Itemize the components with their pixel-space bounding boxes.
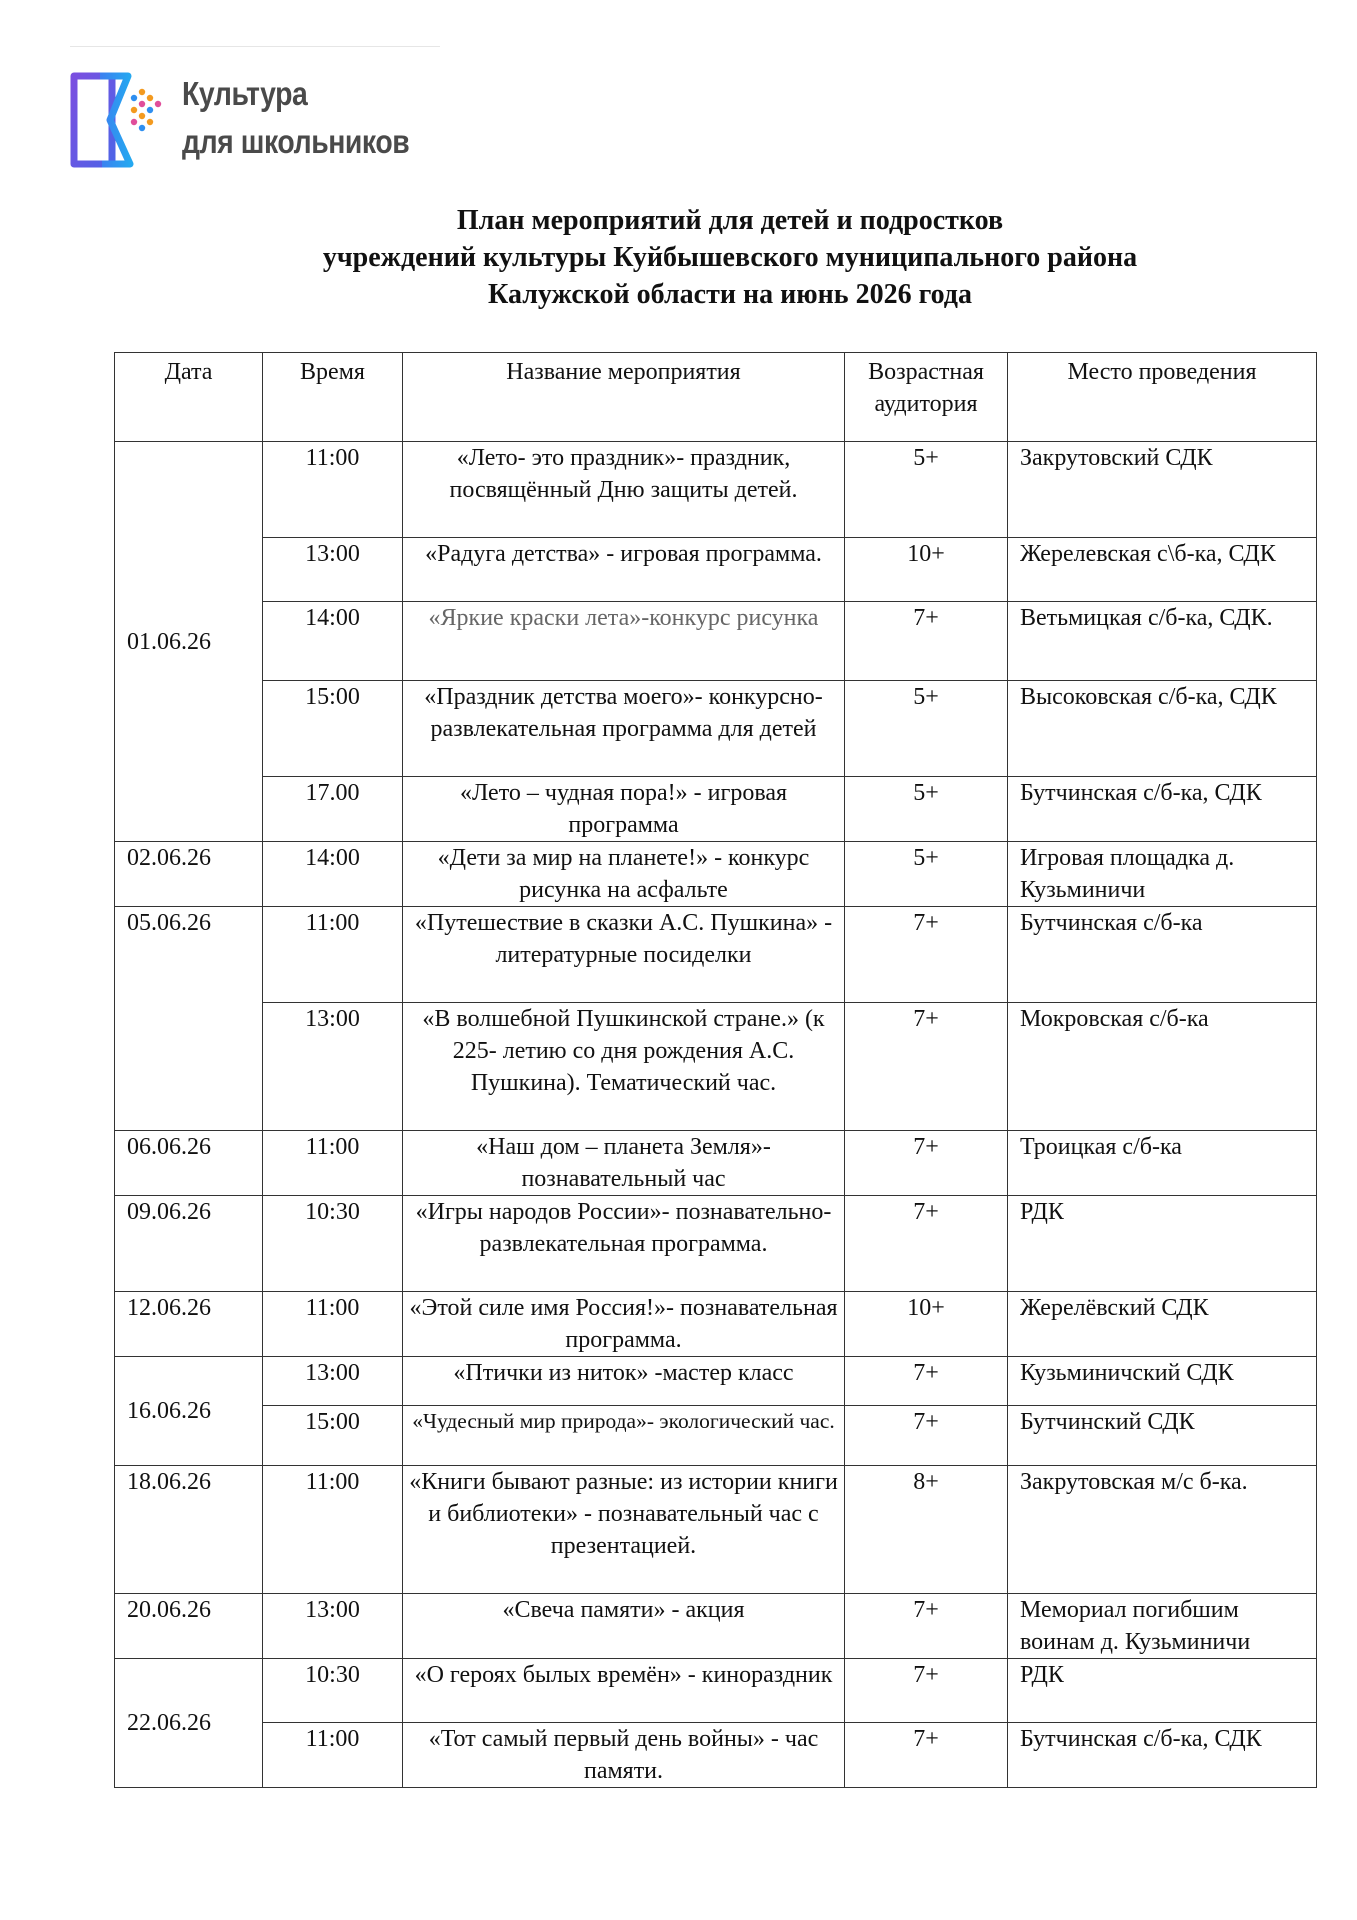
time-cell: 13:00: [263, 1357, 403, 1406]
age-cell: 7+: [845, 1594, 1008, 1659]
date-cell: 09.06.26: [115, 1196, 263, 1292]
time-cell: 11:00: [263, 907, 403, 1003]
event-name-cell: «Лето – чудная пора!» - игровая программа: [403, 777, 845, 842]
event-name-cell: «Птички из ниток» -мастер класс: [403, 1357, 845, 1406]
age-cell: 5+: [845, 681, 1008, 777]
event-name-cell: «Путешествие в сказки А.С. Пушкина» - литературные посиделки: [403, 907, 845, 1003]
event-name-cell: «Лето- это праздник»- праздник, посвящённый Дню защиты детей.: [403, 442, 845, 538]
event-name-cell: «Радуга детства» - игровая программа.: [403, 538, 845, 602]
event-name-cell: «Яркие краски лета»-конкурс рисунка: [403, 602, 845, 681]
time-cell: 13:00: [263, 1594, 403, 1659]
table-row: [115, 1357, 1317, 1406]
place-cell: Жерелёвский СДК: [1008, 1292, 1317, 1357]
table-row: [115, 442, 1317, 538]
place-cell: Высоковская с/б-ка, СДК: [1008, 681, 1317, 777]
event-name-cell: «О героях былых времён» - кинораздник: [403, 1659, 845, 1723]
age-cell: 5+: [845, 842, 1008, 907]
age-cell: 7+: [845, 1659, 1008, 1723]
date-cell: 01.06.26: [115, 442, 263, 842]
event-name-cell: «Дети за мир на планете!» - конкурс рисунка на асфальте: [403, 842, 845, 907]
time-cell: 11:00: [263, 1466, 403, 1594]
table-row: [115, 777, 1317, 842]
place-cell: Бутчинская с/б-ка, СДК: [1008, 777, 1317, 842]
event-name-cell: «Чудесный мир природа»- экологический час.: [403, 1406, 845, 1466]
time-cell: 11:00: [263, 1131, 403, 1196]
time-cell: 13:00: [263, 1003, 403, 1131]
table-row: [115, 1292, 1317, 1357]
logo-line-1: Культура: [182, 75, 308, 112]
age-cell: 7+: [845, 602, 1008, 681]
table-row: [115, 1659, 1317, 1723]
logo-text: [182, 70, 409, 166]
date-cell: 18.06.26: [115, 1466, 263, 1594]
table-row: [115, 538, 1317, 602]
event-name-cell: «Тот самый первый день войны» - час памяти.: [403, 1723, 845, 1788]
events-table: [114, 352, 1317, 1788]
logo-line-2: для школьников: [182, 123, 410, 160]
logo: [68, 66, 468, 176]
table-row: [115, 907, 1317, 1003]
time-cell: 11:00: [263, 442, 403, 538]
place-cell: Кузьминичский СДК: [1008, 1357, 1317, 1406]
place-cell: Мокровская с/б-ка: [1008, 1003, 1317, 1131]
culture-logo-icon: [68, 68, 168, 174]
age-cell: 7+: [845, 1406, 1008, 1466]
header-age: Возрастная аудитория: [845, 353, 1008, 442]
place-cell: Бутчинская с/б-ка, СДК: [1008, 1723, 1317, 1788]
place-cell: РДК: [1008, 1659, 1317, 1723]
table-row: [115, 681, 1317, 777]
event-name-cell: «Этой силе имя Россия!»- познавательная программа.: [403, 1292, 845, 1357]
place-cell: Мемориал погибшим воинам д. Кузьминичи: [1008, 1594, 1317, 1659]
time-cell: 13:00: [263, 538, 403, 602]
place-cell: Закрутовская м/с б-ка.: [1008, 1466, 1317, 1594]
place-cell: Ветьмицкая с/б-ка, СДК.: [1008, 602, 1317, 681]
event-name-cell: «Игры народов России»- познавательно-развлекательная программа.: [403, 1196, 845, 1292]
time-cell: 14:00: [263, 842, 403, 907]
time-cell: 15:00: [263, 1406, 403, 1466]
header-name: Название мероприятия: [403, 353, 845, 442]
table-row: [115, 1131, 1317, 1196]
time-cell: 11:00: [263, 1292, 403, 1357]
event-name-cell: «Книги бывают разные: из истории книги и библиотеки» - познавательный час с презентацией.: [403, 1466, 845, 1594]
age-cell: 7+: [845, 1357, 1008, 1406]
place-cell: РДК: [1008, 1196, 1317, 1292]
date-cell: 05.06.26: [115, 907, 263, 1131]
header-date: Дата: [115, 353, 263, 442]
age-cell: 7+: [845, 907, 1008, 1003]
age-cell: 7+: [845, 1723, 1008, 1788]
event-name-cell: «В волшебной Пушкинской стране.» (к 225- летию со дня рождения А.С. Пушкина). Тематический час.: [403, 1003, 845, 1131]
time-cell: 14:00: [263, 602, 403, 681]
date-cell: 06.06.26: [115, 1131, 263, 1196]
document-title: [100, 202, 1357, 313]
age-cell: 8+: [845, 1466, 1008, 1594]
time-cell: 17.00: [263, 777, 403, 842]
age-cell: 10+: [845, 1292, 1008, 1357]
age-cell: 7+: [845, 1131, 1008, 1196]
title-line-2: учреждений культуры Куйбышевского муниципального района: [322, 242, 1138, 273]
age-cell: 10+: [845, 538, 1008, 602]
place-cell: Троицкая с/б-ка: [1008, 1131, 1317, 1196]
age-cell: 5+: [845, 777, 1008, 842]
place-cell: Бутчинская с/б-ка: [1008, 907, 1317, 1003]
table-row: [115, 1406, 1317, 1466]
table-row: [115, 1196, 1317, 1292]
table-header-row: [115, 353, 1317, 442]
place-cell: Игровая площадка д. Кузьминичи: [1008, 842, 1317, 907]
table-row: [115, 602, 1317, 681]
event-name-cell: «Праздник детства моего»- конкурсно-развлекательная программа для детей: [403, 681, 845, 777]
event-name-cell: «Наш дом – планета Земля»- познавательный час: [403, 1131, 845, 1196]
place-cell: Бутчинский СДК: [1008, 1406, 1317, 1466]
title-line-3: Калужской области на июнь 2026 года: [488, 279, 972, 310]
date-cell: 16.06.26: [115, 1357, 263, 1466]
header-time: Время: [263, 353, 403, 442]
title-line-1: План мероприятий для детей и подростков: [456, 205, 1004, 236]
age-cell: 7+: [845, 1003, 1008, 1131]
date-cell: 20.06.26: [115, 1594, 263, 1659]
table-row: [115, 842, 1317, 907]
time-cell: 10:30: [263, 1196, 403, 1292]
event-name-cell: «Свеча памяти» - акция: [403, 1594, 845, 1659]
place-cell: Жерелевская с\б-ка, СДК: [1008, 538, 1317, 602]
date-cell: 12.06.26: [115, 1292, 263, 1357]
logo-divider: [70, 46, 440, 47]
date-cell: 22.06.26: [115, 1659, 263, 1788]
table-row: [115, 1723, 1317, 1788]
date-cell: 02.06.26: [115, 842, 263, 907]
age-cell: 7+: [845, 1196, 1008, 1292]
table-row: [115, 1003, 1317, 1131]
table-row: [115, 1466, 1317, 1594]
time-cell: 10:30: [263, 1659, 403, 1723]
table-row: [115, 1594, 1317, 1659]
time-cell: 15:00: [263, 681, 403, 777]
header-place: Место проведения: [1008, 353, 1317, 442]
place-cell: Закрутовский СДК: [1008, 442, 1317, 538]
time-cell: 11:00: [263, 1723, 403, 1788]
age-cell: 5+: [845, 442, 1008, 538]
